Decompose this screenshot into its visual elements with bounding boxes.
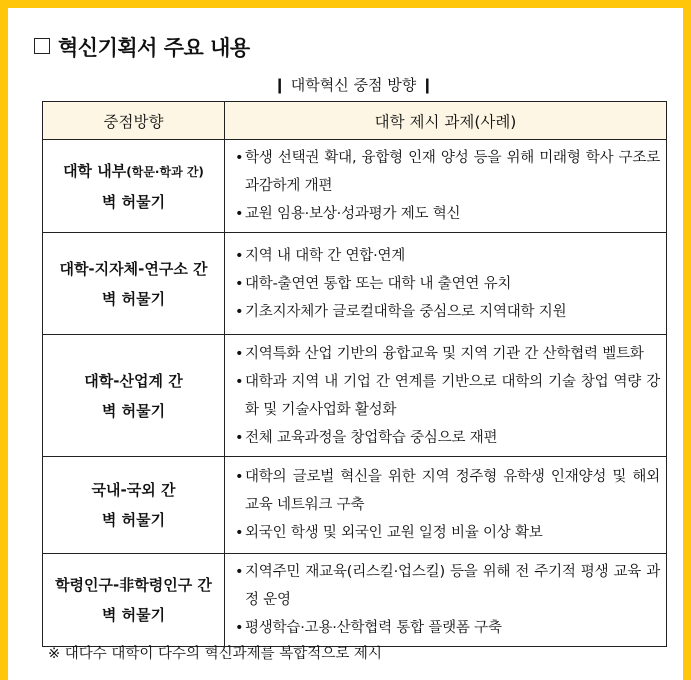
bullet-icon: •: [235, 345, 244, 362]
direction-cell: [43, 457, 225, 554]
innovation-table: [42, 101, 667, 647]
direction-label-line2: 벽 허물기: [101, 511, 166, 529]
task-item: [231, 144, 660, 200]
task-text: 지역주민 재교육(리스킬·업스킬) 등을 위해 전 주기적 평생 교육 과정 운영: [245, 564, 660, 608]
task-item: [231, 340, 660, 368]
task-text: 전체 교육과정을 창업학습 중심으로 재편: [245, 429, 498, 446]
title-text: 혁신기획서 주요 내용: [58, 36, 250, 60]
direction-label-line2: 벽 허물기: [101, 192, 166, 211]
task-text: 대학과 지역 내 기업 간 연계를 기반으로 대학의 기술 창업 역량 강화 및 기술사업화 활성화: [245, 373, 660, 418]
footnote: ※ 대다수 대학이 다수의 혁신과제를 복합적으로 제시: [48, 646, 382, 662]
bullet-icon: •: [235, 303, 244, 320]
task-text: 교원 임용·보상·성과평가 제도 혁신: [245, 206, 461, 222]
task-text: 학생 선택권 확대, 융합형 인재 양성 등을 위해 미래형 학사 구조로 과감하게 개편: [245, 150, 660, 194]
task-item: [231, 614, 660, 642]
direction-label: 대학-산업계 간: [84, 371, 183, 390]
direction-label: 대학-지자체-연구소 간: [59, 259, 208, 278]
task-text: 대학의 글로벌 혁신을 위한 지역 정주형 유학생 인재양성 및 해외 교육 네트워크 구축: [245, 469, 660, 513]
direction-cell: [43, 140, 225, 233]
task-text: 외국인 학생 및 외국인 교원 일정 비율 이상 확보: [245, 525, 543, 541]
bullet-icon: •: [235, 429, 244, 446]
table-row: [43, 233, 667, 335]
bullet-icon: •: [235, 469, 244, 485]
task-text: 평생학습·고용·산학협력 통합 플랫폼 구축: [245, 620, 502, 636]
bullet-icon: •: [235, 620, 244, 636]
direction-label: 대학 내부: [63, 161, 127, 180]
direction-label-line2: 벽 허물기: [101, 606, 166, 624]
task-text: 대학-출연연 통합 또는 대학 내 출연연 유치: [245, 275, 512, 292]
task-item: [231, 242, 660, 270]
direction-label-line2: 벽 허물기: [101, 401, 166, 420]
tasks-cell: [225, 554, 667, 647]
direction-label-line2: 벽 허물기: [101, 289, 166, 308]
task-item: [231, 200, 660, 228]
direction-label: 국내-국외 간: [91, 481, 176, 499]
task-item: [231, 298, 660, 326]
tasks-cell: [225, 233, 667, 335]
table-row: [43, 457, 667, 554]
header-direction: 중점방향: [43, 102, 225, 140]
direction-cell: [43, 554, 225, 647]
task-item: [231, 424, 660, 452]
direction-cell: [43, 335, 225, 457]
bullet-icon: •: [235, 247, 244, 264]
direction-label: 학령인구-非학령인구 간: [55, 576, 212, 594]
table-row: [43, 554, 667, 647]
table-row: [43, 335, 667, 457]
bullet-icon: •: [235, 525, 244, 541]
task-item: [231, 519, 660, 547]
tasks-cell: [225, 335, 667, 457]
bullet-icon: •: [235, 564, 244, 580]
task-text: 기초지자체가 글로컬대학을 중심으로 지역대학 지원: [245, 303, 567, 320]
table-row: [43, 140, 667, 233]
bullet-icon: •: [235, 150, 244, 166]
bullet-icon: •: [235, 206, 244, 222]
direction-sublabel: (학문·학과 간): [126, 164, 204, 179]
checkbox-square-icon: [34, 38, 50, 54]
header-tasks: 대학 제시 과제(사례): [225, 102, 667, 140]
direction-cell: [43, 233, 225, 335]
task-item: [231, 463, 660, 519]
task-text: 지역 내 대학 간 연합·연계: [245, 247, 406, 264]
task-text: 지역특화 산업 기반의 융합교육 및 지역 기관 간 산학협력 벨트화: [245, 345, 644, 362]
task-item: [231, 270, 660, 298]
task-item: [231, 368, 660, 424]
bullet-icon: •: [235, 275, 244, 292]
table-header-row: [43, 102, 667, 140]
task-item: [231, 558, 660, 614]
section-title: [34, 32, 250, 62]
tasks-cell: [225, 140, 667, 233]
tasks-cell: [225, 457, 667, 554]
bullet-icon: •: [235, 373, 244, 390]
table-caption: ❙ 대학혁신 중점 방향 ❙: [273, 76, 434, 94]
